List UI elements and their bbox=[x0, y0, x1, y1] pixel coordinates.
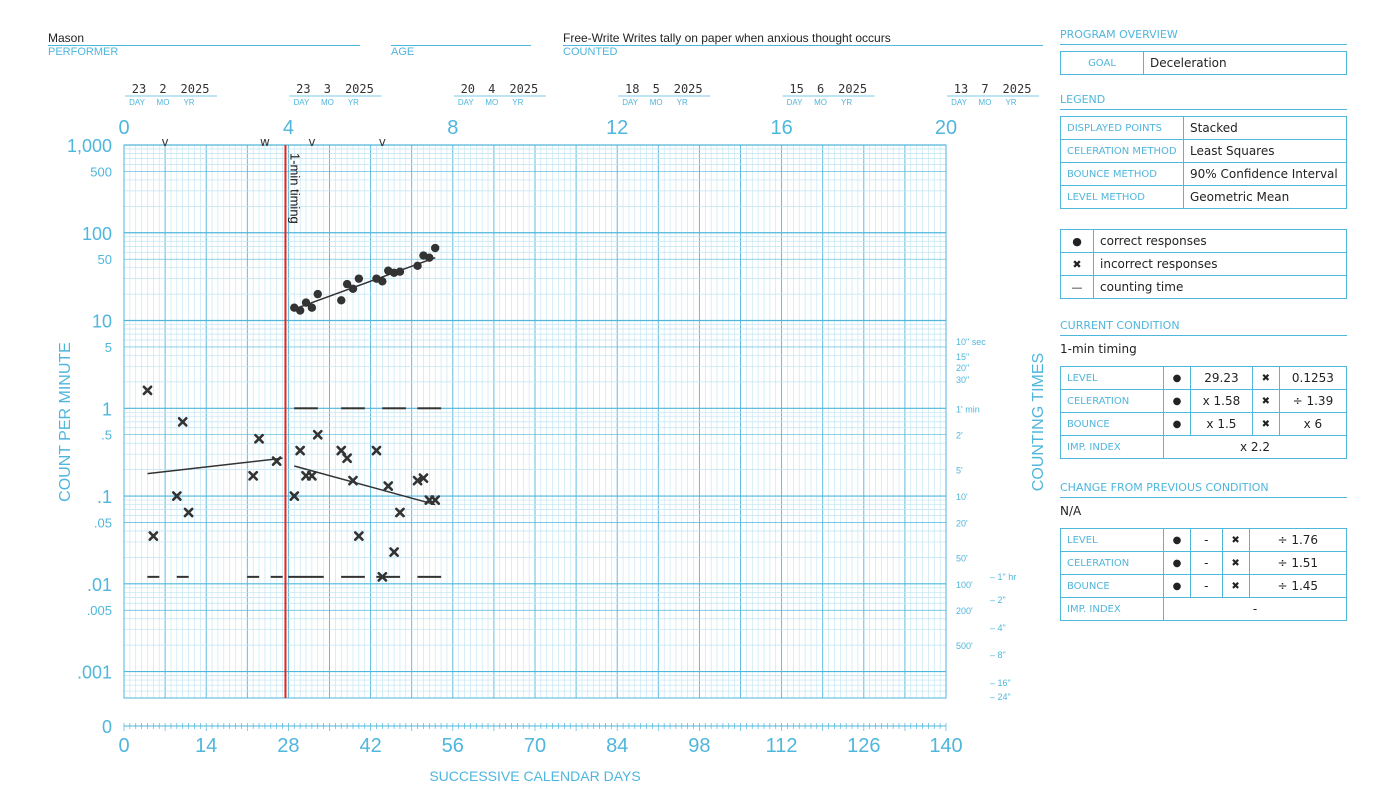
x-tick-label: 14 bbox=[195, 735, 218, 757]
date-month-label: MO bbox=[320, 98, 334, 107]
date-day-label: DAY bbox=[786, 98, 803, 107]
date-month: 4 bbox=[488, 82, 496, 96]
symbol-row bbox=[1061, 276, 1347, 299]
y-axis-title: COUNT PER MINUTE bbox=[57, 342, 74, 502]
y-tick-label: 500 bbox=[90, 164, 112, 180]
counting-time-label: 500' bbox=[956, 641, 973, 652]
stat-key: CELERATION bbox=[1061, 390, 1164, 413]
counting-hour-label: – 24" bbox=[990, 692, 1011, 702]
x-tick-label: 0 bbox=[118, 735, 130, 757]
date-month-label: MO bbox=[978, 98, 992, 107]
counting-time-label: 2' bbox=[956, 430, 963, 441]
date-day-label: DAY bbox=[457, 98, 474, 107]
date-month: 7 bbox=[981, 82, 989, 96]
y-tick-label: .05 bbox=[93, 515, 112, 531]
counting-time-label: 5' bbox=[956, 465, 963, 476]
stat-row bbox=[1061, 575, 1347, 598]
program-overview-title: PROGRAM OVERVIEW bbox=[1060, 28, 1347, 45]
correct-point bbox=[308, 304, 316, 312]
legend-title: LEGEND bbox=[1060, 93, 1347, 110]
week-tick-label: 12 bbox=[606, 117, 629, 139]
y-tick-zero: 0 bbox=[101, 717, 112, 737]
stat-incorrect: ÷ 1.76 bbox=[1249, 529, 1346, 552]
summary-panel bbox=[1060, 28, 1347, 621]
legend-row bbox=[1061, 140, 1347, 163]
legend-key: CELERATION METHOD bbox=[1061, 140, 1184, 163]
date-year: 2025 bbox=[673, 82, 703, 96]
cross-icon: ✖ bbox=[1222, 529, 1249, 552]
counting-time-label: 30" bbox=[956, 375, 970, 385]
date-year: 2025 bbox=[838, 82, 868, 96]
counting-time-label: 200' bbox=[956, 606, 973, 617]
date-month-label: MO bbox=[814, 98, 828, 107]
date-month-label: MO bbox=[485, 98, 499, 107]
date-month: 2 bbox=[159, 82, 167, 96]
dot-icon: ● bbox=[1164, 552, 1191, 575]
date-day: 23 bbox=[131, 82, 147, 96]
dot-icon: ● bbox=[1164, 390, 1191, 413]
symbol-icon: ● bbox=[1061, 230, 1094, 253]
week-tick-label: 8 bbox=[447, 117, 459, 139]
date-year-label: YR bbox=[676, 98, 688, 107]
incorrect-celeration-line bbox=[147, 458, 282, 473]
performer-value: Mason bbox=[48, 31, 85, 45]
phase-label: 1-min timing bbox=[287, 153, 303, 224]
stat-correct: 29.23 bbox=[1191, 367, 1253, 390]
counting-time-label: 15" bbox=[956, 352, 970, 362]
y-tick-label: 10 bbox=[91, 311, 112, 332]
symbol-table bbox=[1060, 229, 1347, 299]
week-tick-label: 0 bbox=[118, 117, 130, 139]
symbol-row bbox=[1061, 230, 1347, 253]
stat-incorrect: ÷ 1.51 bbox=[1249, 552, 1346, 575]
symbol-row bbox=[1061, 253, 1347, 276]
dot-icon: ● bbox=[1164, 575, 1191, 598]
counting-time-label: 10' bbox=[956, 492, 968, 503]
stat-row bbox=[1061, 367, 1347, 390]
change-name: N/A bbox=[1060, 504, 1082, 518]
legend-value: Least Squares bbox=[1184, 140, 1347, 163]
date-year-label: YR bbox=[347, 98, 359, 107]
date-month: 6 bbox=[816, 82, 825, 96]
y-tick-label: 50 bbox=[97, 252, 112, 268]
dot-icon: ● bbox=[1164, 367, 1191, 390]
x-axis-title: SUCCESSIVE CALENDAR DAYS bbox=[429, 768, 641, 784]
correct-point bbox=[349, 285, 357, 293]
top-marker: v bbox=[161, 135, 169, 149]
week-tick-label: 16 bbox=[770, 117, 793, 139]
current-condition-name: 1-min timing bbox=[1060, 342, 1137, 356]
current-condition-table bbox=[1060, 366, 1347, 459]
stat-row bbox=[1061, 552, 1347, 575]
stat-key: BOUNCE bbox=[1061, 413, 1164, 436]
date-year-label: YR bbox=[841, 98, 853, 107]
legend-table bbox=[1060, 116, 1347, 209]
counting-time-label: 50' bbox=[956, 553, 968, 564]
imp-value: x 2.2 bbox=[1164, 436, 1347, 459]
date-year-label: YR bbox=[183, 98, 195, 107]
x-tick-label: 126 bbox=[847, 735, 881, 757]
date-day: 20 bbox=[460, 82, 476, 96]
counting-hour-label: – 8" bbox=[990, 650, 1006, 660]
date-day: 23 bbox=[296, 82, 311, 96]
right-axis-title: COUNTING TIMES bbox=[1030, 352, 1047, 492]
stat-row bbox=[1061, 413, 1347, 436]
counting-time-label: 20' bbox=[956, 518, 968, 529]
counted-value: Free-Write Writes tally on paper when anxious thought occurs bbox=[563, 31, 891, 45]
y-tick-label: .5 bbox=[101, 427, 112, 443]
y-tick-label: .005 bbox=[86, 603, 112, 619]
stat-correct: x 1.5 bbox=[1191, 413, 1253, 436]
date-year: 2025 bbox=[509, 82, 539, 96]
age-label: AGE bbox=[391, 46, 415, 58]
goal-table bbox=[1060, 51, 1347, 75]
date-month: 3 bbox=[323, 82, 332, 96]
date-day-label: DAY bbox=[951, 98, 967, 107]
y-tick-label: .01 bbox=[86, 574, 112, 595]
y-tick-label: 5 bbox=[104, 339, 112, 355]
goal-label: GOAL bbox=[1061, 52, 1144, 75]
correct-point bbox=[378, 277, 386, 285]
x-tick-label: 140 bbox=[929, 735, 963, 757]
x-tick-label: 112 bbox=[765, 735, 798, 757]
x-tick-label: 84 bbox=[606, 735, 629, 757]
counting-time-label: 10" sec bbox=[956, 337, 986, 347]
goal-value: Deceleration bbox=[1144, 52, 1347, 75]
symbol-label: counting time bbox=[1094, 276, 1347, 299]
counting-time-label: 100' bbox=[956, 579, 973, 590]
cross-icon: ✖ bbox=[1252, 367, 1279, 390]
symbol-icon: — bbox=[1061, 276, 1094, 299]
date-day-label: DAY bbox=[129, 98, 145, 107]
x-tick-label: 28 bbox=[277, 735, 300, 757]
counting-time-label: 20" bbox=[956, 363, 970, 373]
week-tick-label: 20 bbox=[934, 117, 958, 139]
date-year: 2025 bbox=[180, 82, 210, 96]
correct-point bbox=[355, 274, 363, 282]
correct-point bbox=[425, 253, 433, 261]
symbol-label: correct responses bbox=[1094, 230, 1347, 253]
legend-row bbox=[1061, 117, 1347, 140]
counting-time-label: 1' min bbox=[956, 404, 980, 415]
y-tick-label: .001 bbox=[76, 662, 112, 683]
date-day: 18 bbox=[624, 82, 640, 96]
change-table bbox=[1060, 528, 1347, 621]
date-year-label: YR bbox=[512, 98, 524, 107]
counting-hour-label: – 1" hr bbox=[990, 572, 1017, 582]
y-tick-label: 1,000 bbox=[66, 136, 112, 156]
cross-icon: ✖ bbox=[1252, 390, 1279, 413]
stat-correct: x 1.58 bbox=[1191, 390, 1253, 413]
stat-row bbox=[1061, 529, 1347, 552]
x-tick-label: 70 bbox=[523, 735, 547, 757]
stat-key: LEVEL bbox=[1061, 367, 1164, 390]
stat-incorrect: ÷ 1.39 bbox=[1279, 390, 1346, 413]
correct-point bbox=[296, 306, 304, 314]
date-year: 2025 bbox=[344, 82, 374, 96]
stat-row bbox=[1061, 390, 1347, 413]
cross-icon: ✖ bbox=[1252, 413, 1279, 436]
current-condition-title: CURRENT CONDITION bbox=[1060, 319, 1347, 336]
date-day-label: DAY bbox=[293, 98, 310, 107]
stat-key: CELERATION bbox=[1061, 552, 1164, 575]
date-day: 13 bbox=[953, 82, 969, 96]
top-marker: v bbox=[378, 135, 386, 149]
imp-label: IMP. INDEX bbox=[1061, 436, 1164, 459]
legend-row bbox=[1061, 186, 1347, 209]
symbol-icon: ✖ bbox=[1061, 253, 1094, 276]
top-marker: v bbox=[308, 135, 316, 149]
y-tick-label: 1 bbox=[101, 399, 112, 420]
legend-row bbox=[1061, 163, 1347, 186]
stat-correct: - bbox=[1191, 552, 1223, 575]
stat-incorrect: 0.1253 bbox=[1279, 367, 1346, 390]
week-tick-label: 4 bbox=[282, 117, 294, 139]
dot-icon: ● bbox=[1164, 413, 1191, 436]
counting-hour-label: – 4" bbox=[990, 623, 1006, 633]
imp-row bbox=[1061, 598, 1347, 621]
performer-label: PERFORMER bbox=[48, 46, 119, 58]
counting-hour-label: – 16" bbox=[990, 678, 1011, 688]
date-month-label: MO bbox=[156, 98, 170, 107]
correct-point bbox=[337, 296, 345, 304]
date-day-label: DAY bbox=[622, 98, 639, 107]
stat-key: BOUNCE bbox=[1061, 575, 1164, 598]
dot-icon: ● bbox=[1164, 529, 1191, 552]
counted-label: COUNTED bbox=[563, 46, 618, 58]
y-tick-label: 100 bbox=[81, 223, 112, 244]
change-title: CHANGE FROM PREVIOUS CONDITION bbox=[1060, 481, 1347, 498]
date-year: 2025 bbox=[1002, 82, 1032, 96]
date-day: 15 bbox=[789, 82, 804, 96]
correct-point bbox=[314, 290, 322, 298]
y-tick-label: .1 bbox=[96, 487, 112, 508]
legend-key: BOUNCE METHOD bbox=[1061, 163, 1184, 186]
imp-value: - bbox=[1164, 598, 1347, 621]
symbol-label: incorrect responses bbox=[1094, 253, 1347, 276]
stat-incorrect: ÷ 1.45 bbox=[1249, 575, 1346, 598]
counting-hour-label: – 2" bbox=[990, 595, 1006, 605]
stat-correct: - bbox=[1191, 529, 1223, 552]
legend-key: DISPLAYED POINTS bbox=[1061, 117, 1184, 140]
stat-key: LEVEL bbox=[1061, 529, 1164, 552]
date-year-label: YR bbox=[1005, 98, 1017, 107]
x-tick-label: 56 bbox=[441, 735, 464, 757]
correct-point bbox=[413, 262, 421, 270]
x-tick-label: 98 bbox=[688, 735, 711, 757]
imp-row bbox=[1061, 436, 1347, 459]
date-month: 5 bbox=[652, 82, 660, 96]
top-marker: w bbox=[260, 135, 270, 149]
cross-icon: ✖ bbox=[1222, 575, 1249, 598]
correct-point bbox=[396, 268, 404, 276]
x-tick-label: 42 bbox=[359, 735, 382, 757]
date-month-label: MO bbox=[649, 98, 663, 107]
stat-correct: - bbox=[1191, 575, 1223, 598]
legend-value: Stacked bbox=[1184, 117, 1347, 140]
legend-value: 90% Confidence Interval bbox=[1184, 163, 1347, 186]
imp-label: IMP. INDEX bbox=[1061, 598, 1164, 621]
correct-point bbox=[431, 244, 439, 252]
cross-icon: ✖ bbox=[1222, 552, 1249, 575]
legend-value: Geometric Mean bbox=[1184, 186, 1347, 209]
legend-key: LEVEL METHOD bbox=[1061, 186, 1184, 209]
stat-incorrect: x 6 bbox=[1279, 413, 1346, 436]
